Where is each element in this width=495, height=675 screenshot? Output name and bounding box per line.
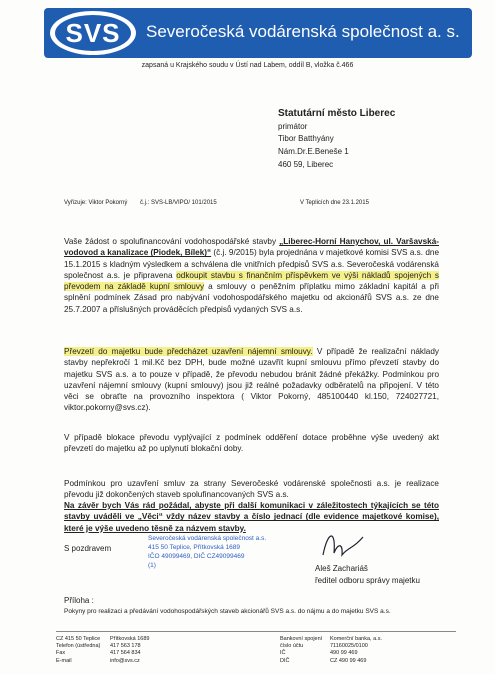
paragraph-3: V případě blokace převodu vyplývající z podmínek odděření dotace proběhne výše uvedený akt převzetí do majetku až po uplynutí blokační doby.: [64, 433, 439, 454]
addressee-name: Tibor Batthyány: [278, 134, 334, 143]
footer-c4-3: CZ 490 99 469: [330, 657, 367, 664]
stamp-line-4: (1): [148, 562, 156, 569]
paragraph-1: [64, 236, 439, 315]
signer-name: Aleš Zachariáš: [315, 564, 368, 573]
attachment-label: Příloha :: [64, 596, 94, 605]
ref-handler: Vyřizuje: Viktor Pokorný: [64, 200, 128, 206]
footer-c4-2: 490 99 469: [330, 650, 358, 657]
addressee-org: Statutární město Liberec: [278, 108, 396, 119]
p1-c: (č.j. 9/2015) byla projednána v majetkové komisi SVS a.s. dne 15.1.2015 s kladným výsledkem a schválena dle vnitřních předpisů SVS a.s.: [64, 248, 439, 269]
greeting: S pozdravem: [64, 544, 112, 553]
attachment-text: Pokyny pro realizaci a předávání vodohospodářských staveb akcionářů SVS a.s. do nájmu a do majetku SVS a.s.: [64, 608, 391, 615]
footer-c3-1: číslo účtu: [280, 643, 304, 650]
footer-col-4: [330, 636, 400, 665]
footer-c3-0: Bankovní spojení: [280, 636, 323, 642]
ref-number: č.j.: SVS-LB/VIPO/ 101/2015: [140, 200, 217, 206]
stamp-line-3: IČO 49099469, DIČ CZ49099469: [148, 553, 245, 560]
footer-col-1: [56, 636, 116, 665]
stamp-line-1: Severočeská vodárenská společnost a.s.: [148, 535, 267, 542]
footer-c2-3: info@svs.cz: [110, 657, 140, 664]
footer-c4-1: 71160025/0100: [330, 643, 368, 650]
p2-highlight: Převzetí do majetku bude předcházet uzavření nájemní smlouvy.: [64, 347, 313, 356]
ref-date: V Teplicích dne 23.1.2015: [300, 200, 369, 206]
footer-c1-3: E-mail: [56, 657, 72, 664]
p5-underlined: Na závěr bych Vás rád požádal, abyste při další komunikaci v záležitostech týkajících se této stavby uváděli ve „Věci“ vždy název stavby a číslo jednací (dle evidence majetkové komise), které je výše uvedeno těsně za názvem stavby.: [64, 501, 439, 533]
footer-c4-0: Komerční banka, a.s.: [330, 636, 382, 642]
paragraph-4: Podmínkou pro uzavření smluv za strany Severočeské vodárenské společnosti a.s. je realizace převodu již dokončených staveb spolufinancovaných SVS a.s.: [64, 479, 439, 500]
addressee-city: 460 59, Liberec: [278, 160, 334, 169]
company-stamp: [148, 534, 320, 580]
footer-c1-1: Telefon (ústředna): [56, 643, 101, 650]
addressee-street: Nám.Dr.E.Beneše 1: [278, 147, 349, 156]
p2-b: V případě že realizační náklady stavby nepřekročí 1 mil.Kč bez DPH, bude možné uzavřít kupní smlouvu přímo převzetí stavby do majetku SVS a.s. a to pouze v případě, že převodu nebudou bránit žádné překážky. Podmínkou pro uzavření nájemní smlouvy (kupní smlouvy) jsou již reálné požadavky odběratelů na připojení. V této věci se obraťte na provozního inspektora ( Viktor Pokorný, 485100440 kl.150, 724027721, viktor.pokorny@svs.cz).: [64, 347, 439, 413]
paragraph-5: [64, 500, 439, 534]
footer-c3-2: IČ: [280, 650, 286, 657]
footer-divider: [56, 631, 456, 632]
stamp-line-2: 415 50 Teplice, Přítkovská 1689: [148, 544, 241, 551]
logo: SVS: [65, 18, 121, 48]
p1-highlight: odkoupit stavbu s finančním příspěvkem ve výši nákladů spojených s převodem na základě kupní smlouvy: [64, 270, 439, 292]
footer-c2-0: Přítkovská 1689: [110, 636, 150, 642]
signature: [318, 525, 368, 565]
footer-c1-2: Fax: [56, 650, 66, 657]
registry-line: zapsaná u Krajského soudu v Ústí nad Labem, oddíl B, vložka č.466: [141, 62, 354, 69]
p1-d: Severočeská vodárenská společnost a.s. je připravena: [64, 259, 439, 280]
footer-c2-1: 417 563 178: [110, 643, 141, 650]
footer-c2-2: 417 564 834: [110, 650, 141, 657]
footer-c3-3: DIČ: [280, 657, 290, 664]
p1-a: Vaše žádost o spolufinancování vodohospodářské stavby: [64, 237, 280, 246]
p1-f: a smlouvy o peněžním příplatku mimo základní kapitál a při splnění podmínek Zásad pro nabývání vodohospodářského majetku od akcionářů SVS a.s. ze dne 25.7.2007 a příslušných prováděcích předpisů vydaných SVS a.s.: [64, 282, 439, 314]
paragraph-2: [64, 346, 439, 414]
signer-role: ředitel odboru správy majetku: [315, 576, 420, 585]
footer-col-2: [110, 636, 180, 665]
footer-col-3: [280, 636, 330, 665]
p1-project: „Liberec-Horní Hanychov, ul. Varšavská-vodovod a kanalizace (Piodek, Bílek)“: [64, 237, 439, 258]
company-name: Severočeská vodárenská společnost a. s.: [146, 22, 460, 41]
addressee-title: primátor: [278, 122, 308, 131]
footer-c1-0: CZ 415 50 Teplice: [56, 636, 101, 642]
